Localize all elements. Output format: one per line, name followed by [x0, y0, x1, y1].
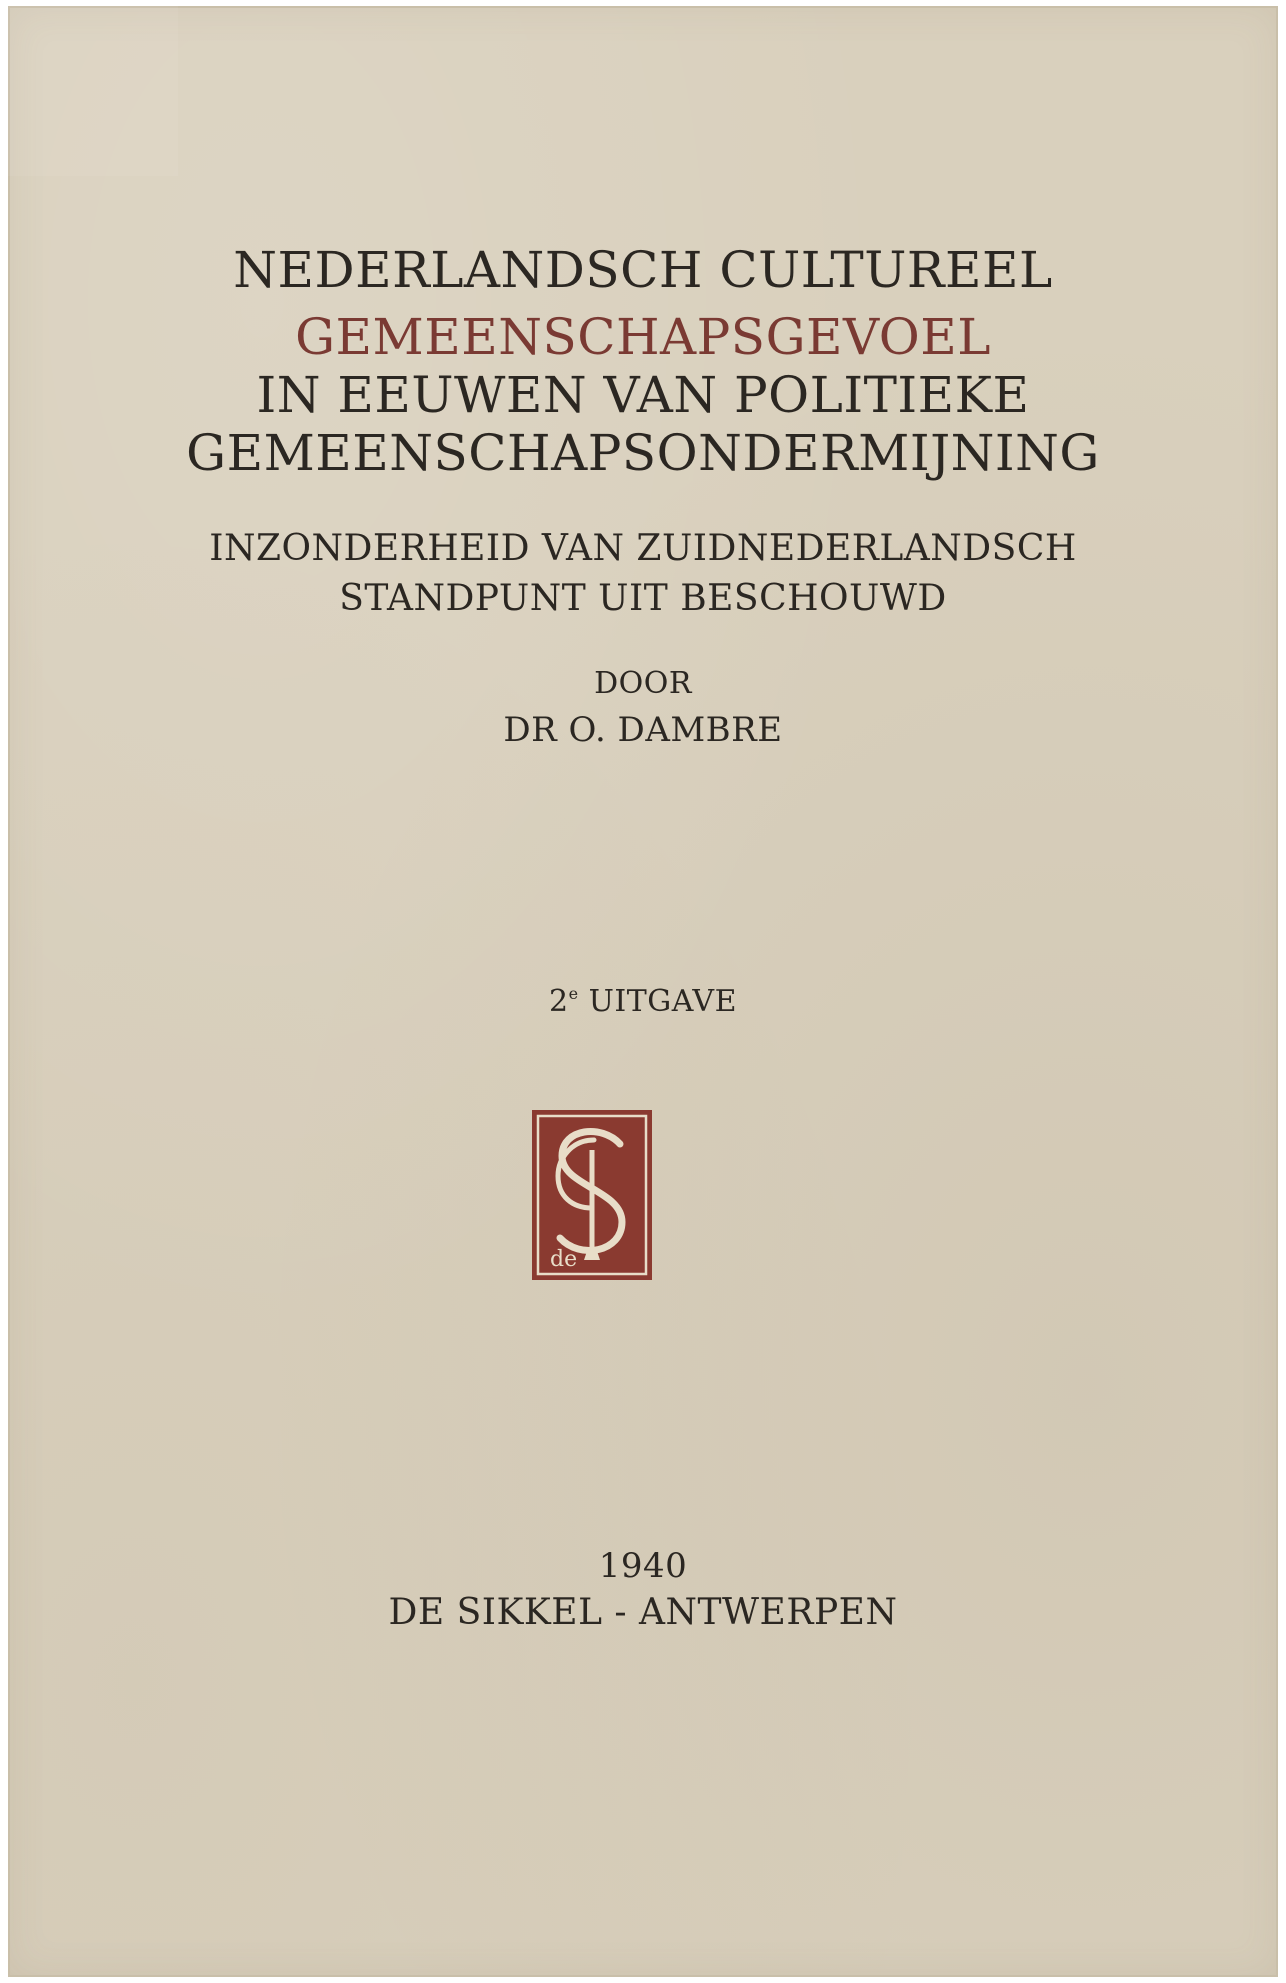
title-line-2: GEMEENSCHAPSGEVOEL — [295, 308, 991, 366]
author-by-label: DOOR — [594, 666, 692, 701]
title-line-4: GEMEENSCHAPSONDERMIJNING — [186, 424, 1100, 482]
edition-label: UITGAVE — [588, 984, 737, 1019]
edition-superscript: e — [568, 984, 579, 1003]
title-line-3: IN EEUWEN VAN POLITIEKE — [256, 366, 1030, 424]
edition — [8, 984, 1278, 1019]
book-cover — [8, 6, 1278, 1977]
paper-fade — [8, 6, 178, 176]
publisher-monogram-icon — [532, 1110, 652, 1280]
subtitle-line-2: STANDPUNT UIT BESCHOUWD — [339, 578, 947, 619]
logo-text: de — [550, 1247, 578, 1272]
imprint-publisher: DE SIKKEL - ANTWERPEN — [388, 1592, 898, 1633]
edition-number: 2 — [549, 984, 569, 1019]
imprint-year: 1940 — [598, 1546, 688, 1586]
subtitle-line-1: INZONDERHEID VAN ZUIDNEDERLANDSCH — [209, 528, 1077, 569]
author-name: DR O. DAMBRE — [503, 710, 783, 750]
title-line-1: NEDERLANDSCH CULTUREEL — [233, 241, 1053, 299]
